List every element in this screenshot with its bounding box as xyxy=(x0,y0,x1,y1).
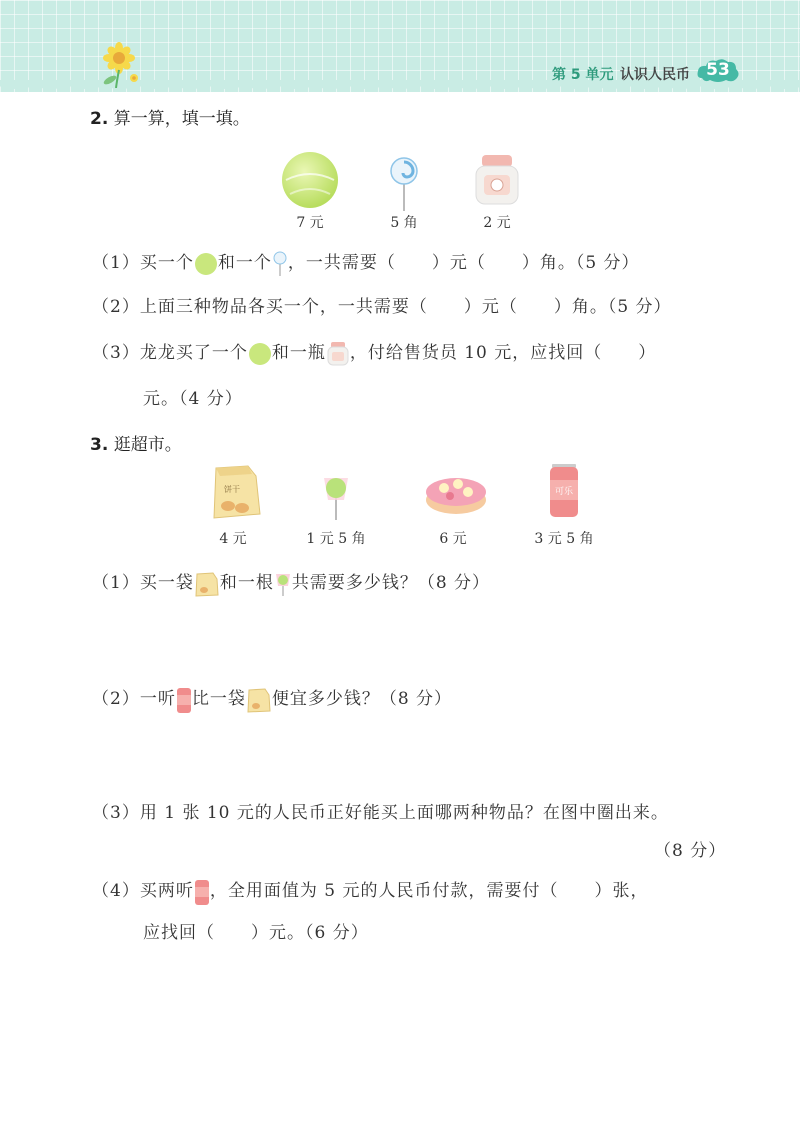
unit-title: 认识人民币 xyxy=(620,67,690,83)
question-text: 买一个 xyxy=(139,253,194,273)
question-3-2 xyxy=(92,684,452,714)
green-ball-icon xyxy=(280,150,340,210)
green-ball-icon xyxy=(248,342,272,366)
question-3-4 xyxy=(92,876,648,906)
price-label: 4 元 xyxy=(219,531,247,547)
question-index: （3） xyxy=(92,343,140,363)
question-text: 比一袋 xyxy=(191,689,246,709)
price-label: 2 元 xyxy=(483,215,511,231)
price-label: 3 元 5 角 xyxy=(534,531,594,547)
question-text: 和一个 xyxy=(217,253,272,273)
question-text: 和一瓶 xyxy=(271,343,326,363)
cola-can-label: 可乐 xyxy=(554,487,574,497)
cola-can-icon xyxy=(194,878,210,906)
section-3-title: 逛超市。 xyxy=(113,435,182,455)
question-index: （2） xyxy=(92,297,140,317)
price-label: 5 角 xyxy=(390,215,418,231)
cake-icon xyxy=(424,470,488,516)
question-text: 一听 xyxy=(139,689,176,709)
cookie-bag-icon xyxy=(208,462,264,520)
question-text: ，一共需要（ ）元（ ）角。（5 分） xyxy=(287,253,640,273)
lollipop-icon xyxy=(388,157,420,213)
section-2-number: 2. xyxy=(90,109,109,129)
question-text: ，全用面值为 5 元的人民币付款，需要付（ ）张， xyxy=(209,881,649,901)
question-index: （4） xyxy=(92,881,140,901)
cookie-bag-icon xyxy=(194,571,220,597)
question-index: （1） xyxy=(92,253,140,273)
question-3-1 xyxy=(92,568,490,597)
question-text: 和一根 xyxy=(219,573,274,593)
question-2-3-cont: 元。（4 分） xyxy=(143,389,243,409)
question-text: ，付给售货员 10 元，应找回（ ） xyxy=(349,343,657,363)
jar-icon xyxy=(472,153,522,207)
page-number: 53 xyxy=(706,60,730,80)
question-text: 共需要多少钱？（8 分） xyxy=(291,573,491,593)
question-2-1 xyxy=(92,248,640,277)
section-2-title: 算一算，填一填。 xyxy=(113,109,250,129)
question-text: 上面三种物品各买一个，一共需要（ ）元（ ）角。（5 分） xyxy=(139,297,672,317)
question-index: （3） xyxy=(92,803,140,823)
section-3-heading xyxy=(90,430,182,455)
question-2-3 xyxy=(92,338,656,367)
jar-icon xyxy=(326,341,350,367)
price-label: 7 元 xyxy=(296,215,324,231)
question-text: 龙龙买了一个 xyxy=(139,343,248,363)
question-3-3 xyxy=(92,798,669,823)
question-index: （2） xyxy=(92,689,140,709)
green-ball-icon xyxy=(194,252,218,276)
cola-can-icon xyxy=(176,686,192,714)
question-3-3-score: （8 分） xyxy=(654,841,727,861)
question-3-4-cont: 应找回（ ）元。（6 分） xyxy=(143,923,369,943)
question-text: 买一袋 xyxy=(139,573,194,593)
unit-label: 第 5 单元 xyxy=(552,67,614,83)
question-text: 买两听 xyxy=(139,881,194,901)
sunflower-icon xyxy=(96,40,142,88)
question-index: （1） xyxy=(92,573,140,593)
cola-can-icon xyxy=(548,462,580,520)
section-2-heading xyxy=(90,104,250,129)
cookie-bag-label: 饼干 xyxy=(224,485,240,494)
question-text: 便宜多少钱？（8 分） xyxy=(271,689,453,709)
cookie-bag-icon xyxy=(246,687,272,713)
section-3-number: 3. xyxy=(90,435,109,455)
question-2-2 xyxy=(92,292,672,317)
green-lollipop-icon xyxy=(274,571,292,597)
question-text: 用 1 张 10 元的人民币正好能买上面哪两种物品？在图中圈出来。 xyxy=(139,803,669,823)
green-lollipop-icon xyxy=(318,470,354,522)
price-label: 6 元 xyxy=(439,531,467,547)
price-label: 1 元 5 角 xyxy=(306,531,366,547)
lollipop-icon xyxy=(272,251,288,277)
